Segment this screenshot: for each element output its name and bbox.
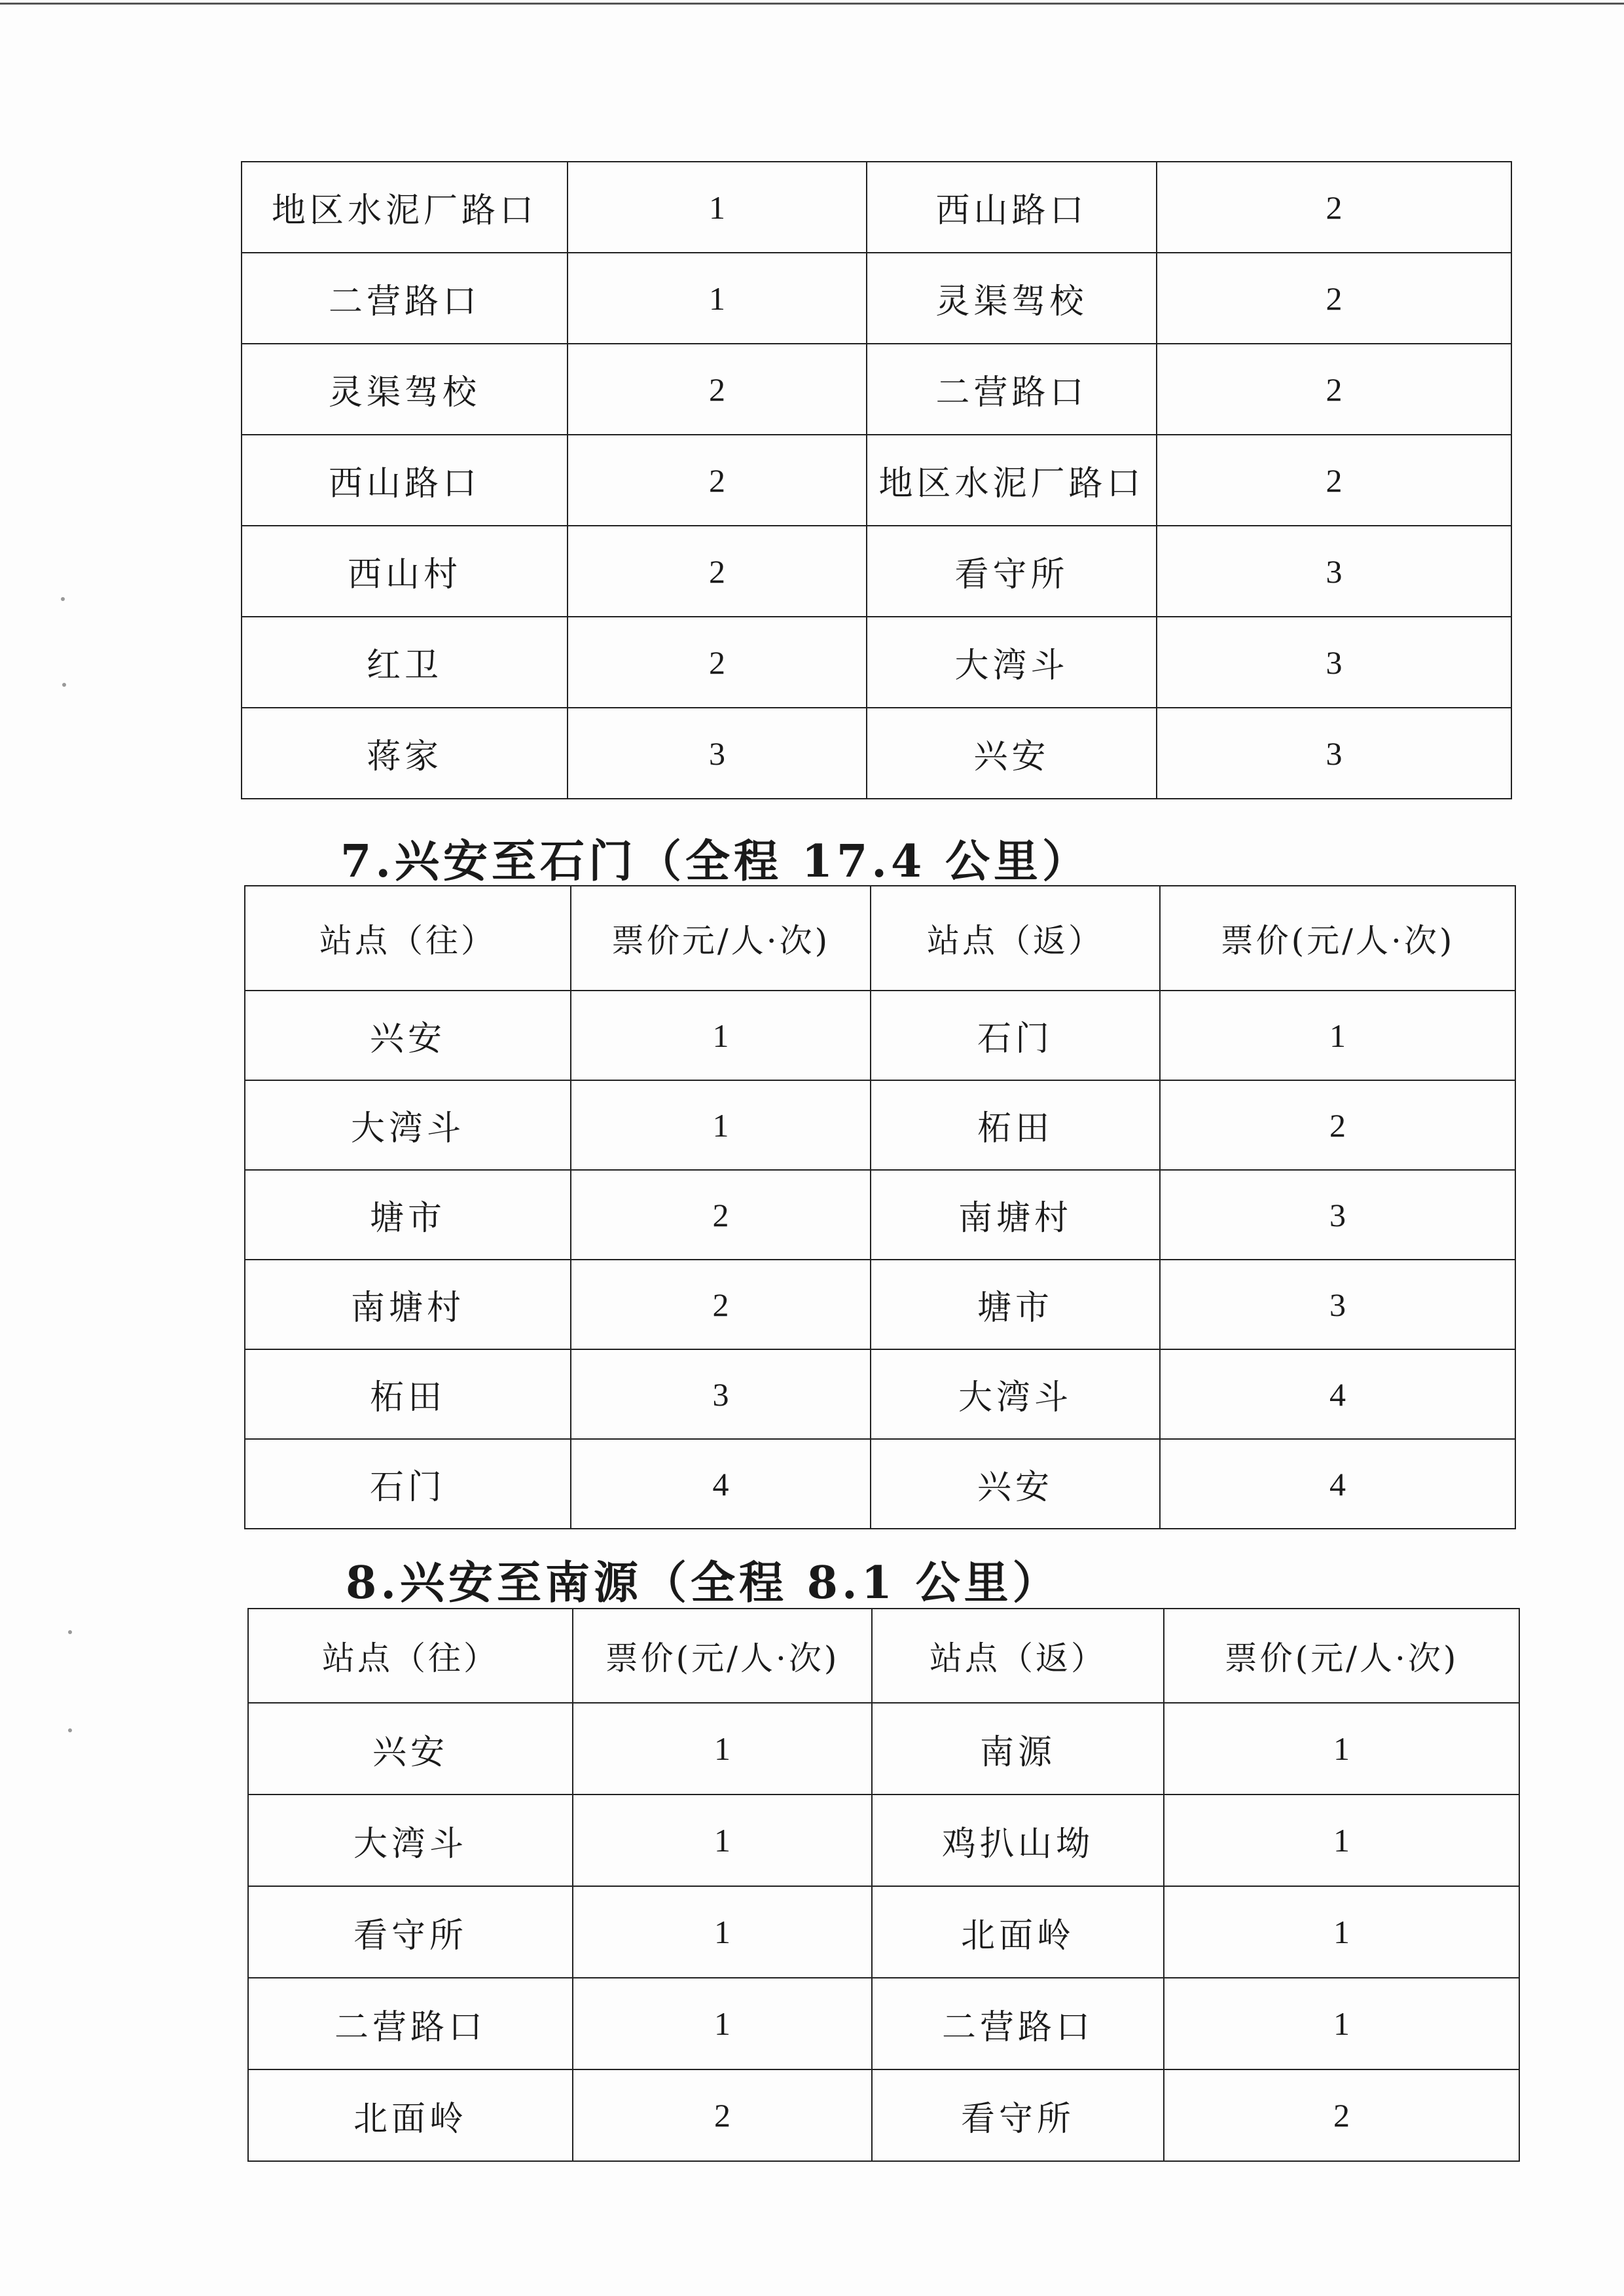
go-station-cell: 二营路口 [242,253,568,344]
back-station-cell: 大湾斗 [871,1349,1160,1439]
back-station-cell: 看守所 [872,2069,1164,2161]
back-price-cell: 1 [1164,1886,1519,1978]
go-station-cell: 灵渠驾校 [242,344,568,435]
go-station-cell: 红卫 [242,617,568,708]
back-price-cell: 3 [1157,617,1511,708]
back-station-cell: 北面岭 [872,1886,1164,1978]
header-back-price: 票价(元/人·次) [1160,886,1515,991]
go-price-cell: 2 [573,2069,872,2161]
go-price-cell: 1 [573,1795,872,1886]
go-station-cell: 兴安 [248,1703,573,1795]
go-price-cell: 1 [568,162,867,253]
go-station-cell: 塘市 [245,1170,571,1260]
back-price-cell: 3 [1157,526,1511,617]
table-row [245,1349,1515,1439]
table-row [242,617,1511,708]
scan-speck [68,1630,72,1634]
go-station-cell: 兴安 [245,991,571,1080]
go-price-cell: 3 [568,708,867,799]
back-price-cell: 2 [1157,435,1511,526]
scan-top-edge [0,3,1624,5]
back-station-cell: 二营路口 [867,344,1157,435]
fare-table-continued [241,161,1512,799]
route8-title: 8.兴安至南源（全程 8.1 公里） [346,1557,1061,1609]
go-price-cell: 1 [573,1978,872,2069]
header-go-station: 站点（往） [248,1609,573,1703]
back-price-cell: 2 [1157,344,1511,435]
table-row [242,526,1511,617]
table-row [242,162,1511,253]
back-station-cell: 柘田 [871,1080,1160,1170]
back-station-cell: 塘市 [871,1260,1160,1349]
go-station-cell: 大湾斗 [245,1080,571,1170]
scan-speck [61,597,65,601]
table-row [242,253,1511,344]
back-station-cell: 二营路口 [872,1978,1164,2069]
back-station-cell: 看守所 [867,526,1157,617]
go-station-cell: 蒋家 [242,708,568,799]
table-row [248,1978,1519,2069]
header-go-station: 站点（往） [245,886,571,991]
back-price-cell: 2 [1160,1080,1515,1170]
back-station-cell: 地区水泥厂路口 [867,435,1157,526]
fare-table-body [248,1703,1519,2161]
go-price-cell: 3 [571,1349,871,1439]
go-price-cell: 2 [568,617,867,708]
back-price-cell: 2 [1164,2069,1519,2161]
go-station-cell: 西山路口 [242,435,568,526]
back-station-cell: 鸡扒山坳 [872,1795,1164,1886]
back-station-cell: 南塘村 [871,1170,1160,1260]
table-row [242,708,1511,799]
route7-title: 7.兴安至石门（全程 17.4 公里） [340,835,1091,888]
header-go-price: 票价元/人·次) [571,886,871,991]
fare-table-body [245,991,1515,1529]
go-price-cell: 2 [568,344,867,435]
table-row [242,435,1511,526]
go-price-cell: 2 [571,1260,871,1349]
go-station-cell: 看守所 [248,1886,573,1978]
back-price-cell: 2 [1157,253,1511,344]
go-station-cell: 大湾斗 [248,1795,573,1886]
table-row [245,1439,1515,1529]
back-price-cell: 4 [1160,1439,1515,1529]
route7-fare-table [244,885,1516,1529]
go-station-cell: 西山村 [242,526,568,617]
back-price-cell: 3 [1160,1170,1515,1260]
header-back-station: 站点（返） [872,1609,1164,1703]
go-station-cell: 南塘村 [245,1260,571,1349]
back-price-cell: 1 [1164,1795,1519,1886]
back-price-cell: 1 [1164,1703,1519,1795]
back-price-cell: 1 [1164,1978,1519,2069]
table-row [242,344,1511,435]
table-row [245,1260,1515,1349]
header-row [245,886,1515,991]
go-price-cell: 4 [571,1439,871,1529]
go-price-cell: 1 [571,1080,871,1170]
back-price-cell: 4 [1160,1349,1515,1439]
go-price-cell: 1 [573,1886,872,1978]
table-row [245,1170,1515,1260]
back-price-cell: 3 [1157,708,1511,799]
go-price-cell: 2 [568,526,867,617]
table-row [245,991,1515,1080]
go-station-cell: 石门 [245,1439,571,1529]
fare-table-body [242,162,1511,799]
table-row [248,1703,1519,1795]
table-row [248,2069,1519,2161]
table-row [248,1795,1519,1886]
back-price-cell: 1 [1160,991,1515,1080]
go-station-cell: 北面岭 [248,2069,573,2161]
go-price-cell: 1 [573,1703,872,1795]
back-station-cell: 兴安 [871,1439,1160,1529]
go-station-cell: 二营路口 [248,1978,573,2069]
route8-fare-table [247,1608,1520,2162]
back-price-cell: 2 [1157,162,1511,253]
back-station-cell: 灵渠驾校 [867,253,1157,344]
header-go-price: 票价(元/人·次) [573,1609,872,1703]
go-station-cell: 柘田 [245,1349,571,1439]
go-station-cell: 地区水泥厂路口 [242,162,568,253]
scan-speck [62,683,66,687]
back-station-cell: 西山路口 [867,162,1157,253]
go-price-cell: 1 [568,253,867,344]
scan-speck [68,1728,72,1732]
go-price-cell: 1 [571,991,871,1080]
back-station-cell: 兴安 [867,708,1157,799]
back-price-cell: 3 [1160,1260,1515,1349]
go-price-cell: 2 [568,435,867,526]
table-row [248,1886,1519,1978]
back-station-cell: 石门 [871,991,1160,1080]
table-row [245,1080,1515,1170]
back-station-cell: 大湾斗 [867,617,1157,708]
go-price-cell: 2 [571,1170,871,1260]
header-row [248,1609,1519,1703]
back-station-cell: 南源 [872,1703,1164,1795]
header-back-station: 站点（返） [871,886,1160,991]
header-back-price: 票价(元/人·次) [1164,1609,1519,1703]
